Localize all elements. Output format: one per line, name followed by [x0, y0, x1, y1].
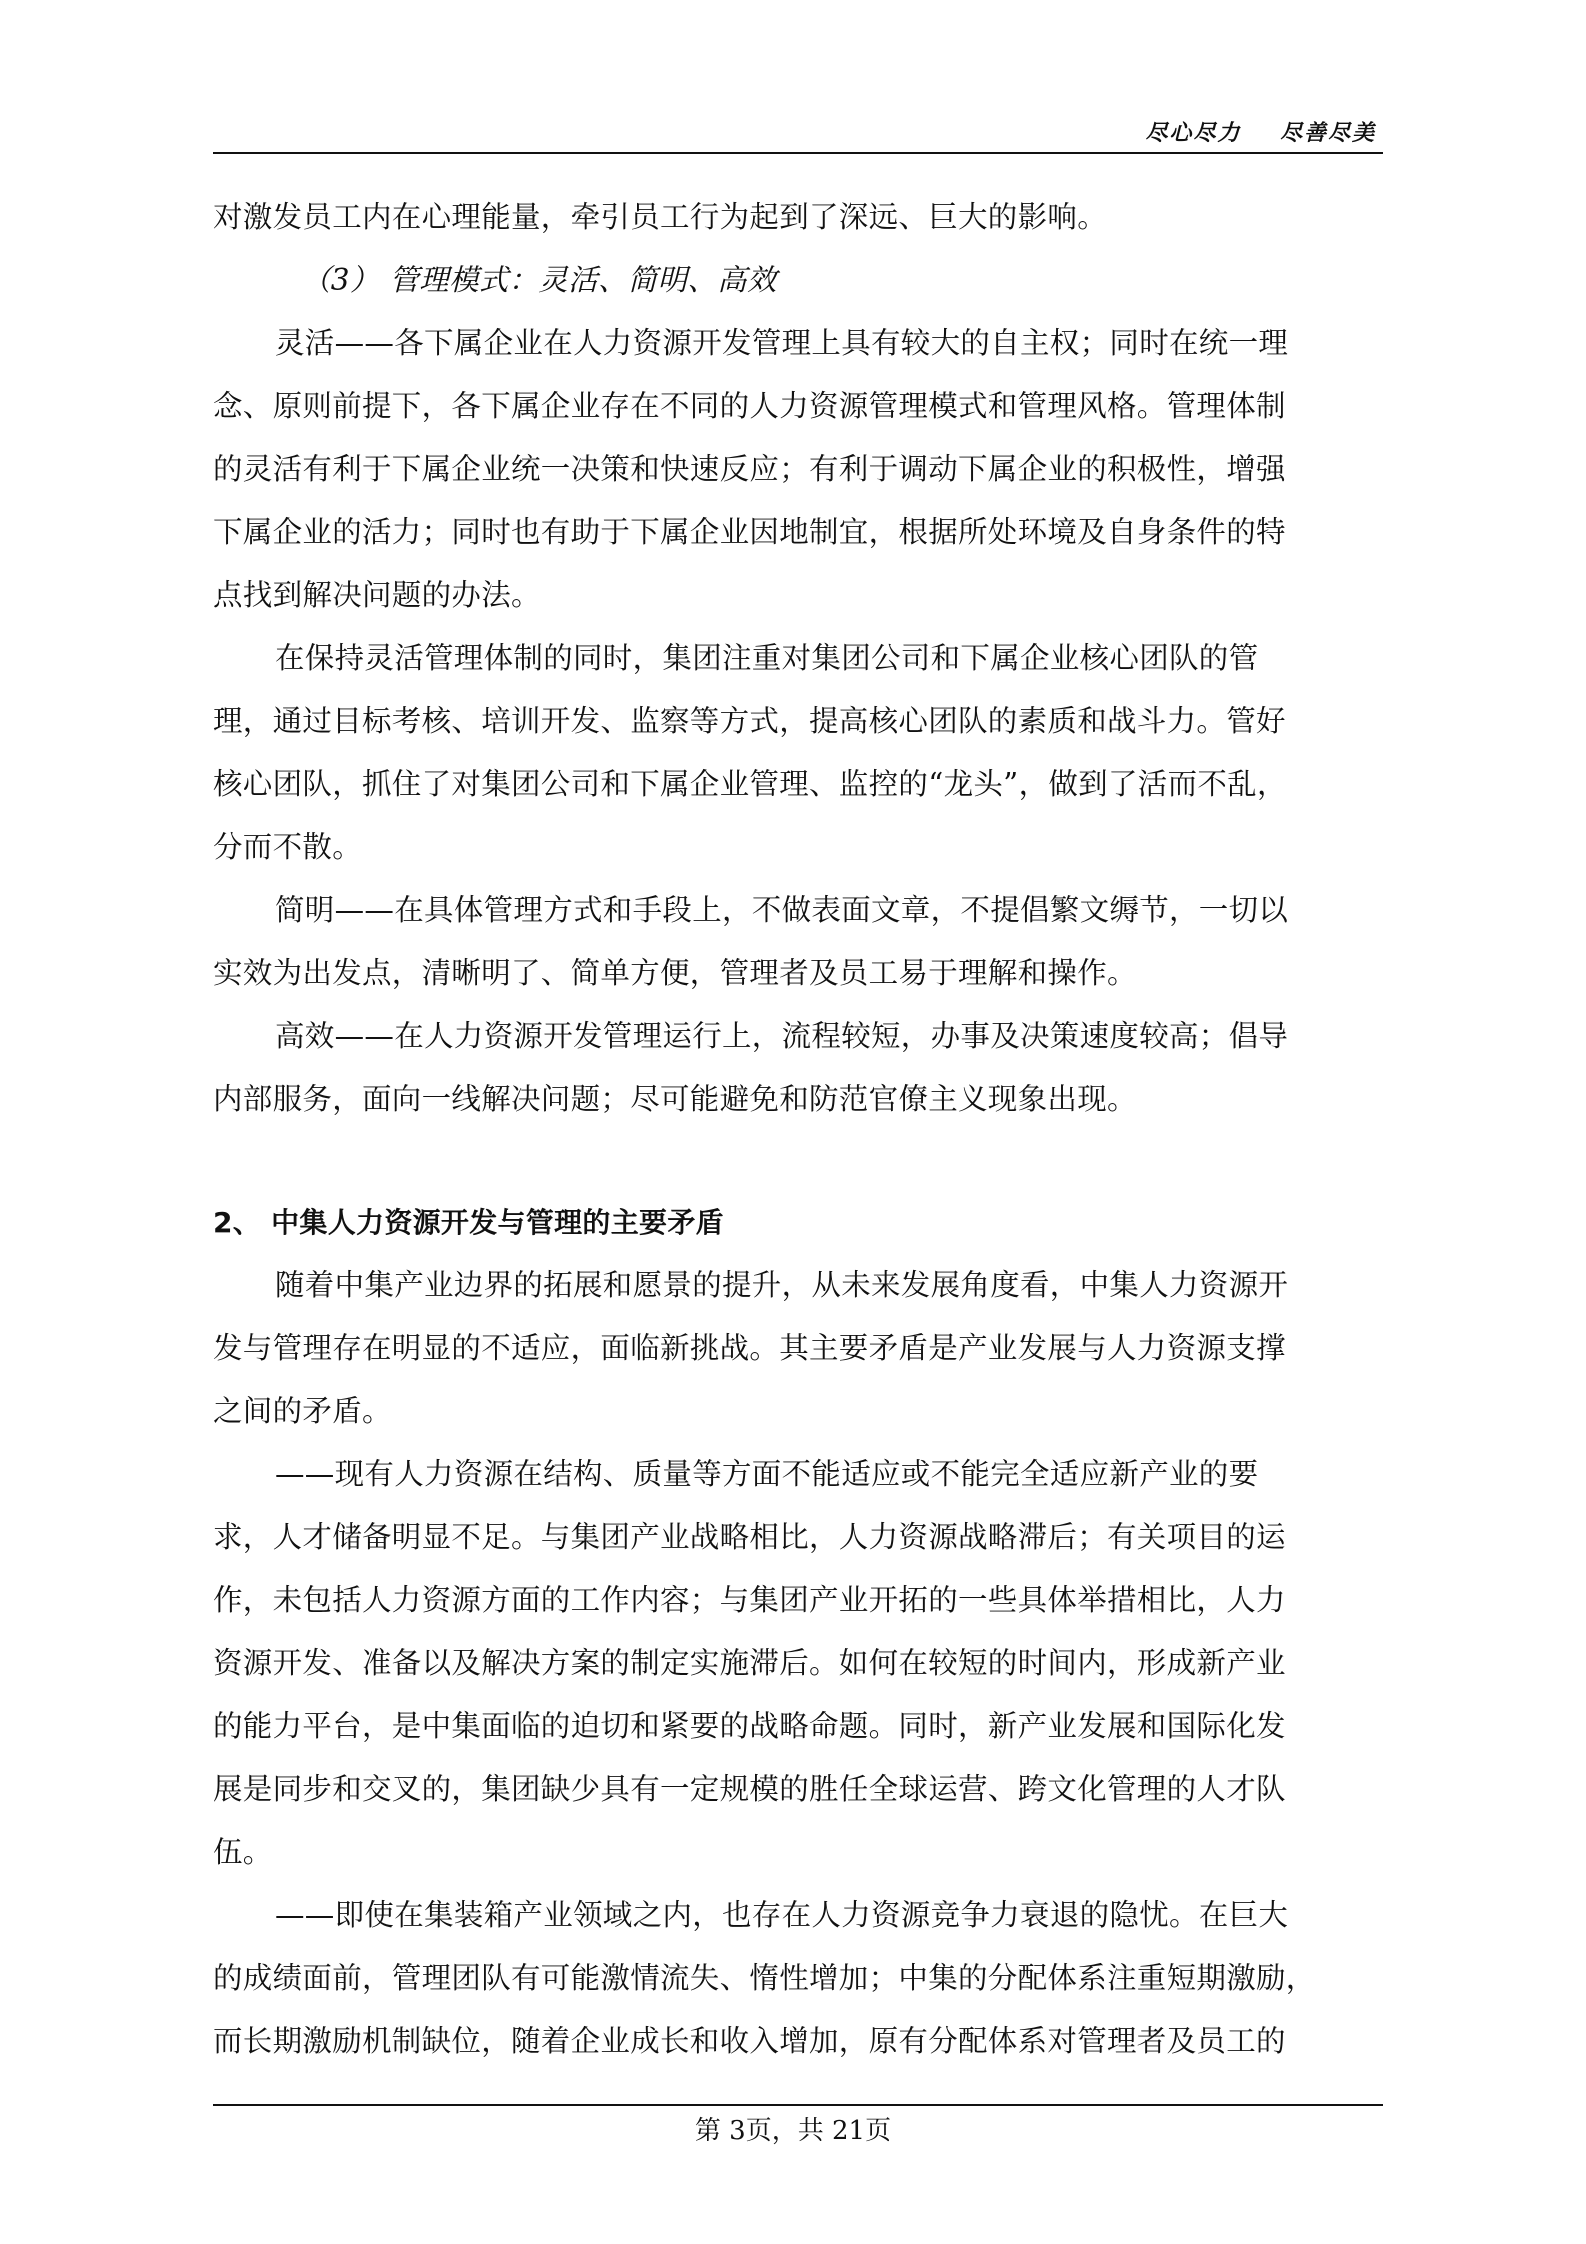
section-heading: 2、 中集人力资源开发与管理的主要矛盾 [213, 1206, 724, 1239]
paragraph-line: 资源开发、准备以及解决方案的制定实施滞后。如何在较短的时间内，形成新产业 [213, 1646, 1286, 1680]
paragraph-line: ——现有人力资源在结构、质量等方面不能适应或不能完全适应新产业的要 [275, 1457, 1259, 1491]
paragraph-line: 在保持灵活管理体制的同时，集团注重对集团公司和下属企业核心团队的管 [275, 641, 1259, 675]
paragraph-line: 高效——在人力资源开发管理运行上，流程较短，办事及决策速度较高；倡导 [275, 1019, 1289, 1053]
paragraph-line: 分而不散。 [213, 830, 363, 864]
paragraph-line: 实效为出发点，清晰明了、简单方便，管理者及员工易于理解和操作。 [213, 956, 1137, 990]
paragraph-line: 对激发员工内在心理能量，牵引员工行为起到了深远、巨大的影响。 [213, 200, 1108, 234]
header-rule [213, 152, 1383, 154]
subsection-heading: （3） 管理模式：灵活、简明、高效 [301, 263, 777, 297]
paragraph-line: 点找到解决问题的办法。 [213, 578, 541, 612]
paragraph-line: 而长期激励机制缺位，随着企业成长和收入增加，原有分配体系对管理者及员工的 [213, 2024, 1286, 2058]
paragraph-line: 伍。 [213, 1835, 273, 1869]
header-motto: 尽心尽力 尽善尽美 [1145, 120, 1376, 146]
paragraph-line: 核心团队，抓住了对集团公司和下属企业管理、监控的“龙头”，做到了活而不乱， [213, 767, 1287, 801]
body-text [213, 186, 1383, 2073]
paragraph-line: 灵活——各下属企业在人力资源开发管理上具有较大的自主权；同时在统一理 [275, 326, 1289, 360]
paragraph-line: 求，人才储备明显不足。与集团产业战略相比，人力资源战略滞后；有关项目的运 [213, 1520, 1286, 1554]
paragraph-line: 理，通过目标考核、培训开发、监察等方式，提高核心团队的素质和战斗力。管好 [213, 704, 1286, 738]
page-number: 第 3页，共 21页 [694, 2116, 892, 2146]
section-gap [213, 1131, 1383, 1191]
paragraph-line: 展是同步和交叉的，集团缺少具有一定规模的胜任全球运营、跨文化管理的人才队 [213, 1772, 1286, 1806]
paragraph-line: 之间的矛盾。 [213, 1394, 392, 1428]
paragraph-line: 内部服务，面向一线解决问题；尽可能避免和防范官僚主义现象出现。 [213, 1082, 1137, 1116]
paragraph-line: 的成绩面前，管理团队有可能激情流失、惰性增加；中集的分配体系注重短期激励， [213, 1961, 1316, 1995]
paragraph-line: 的灵活有利于下属企业统一决策和快速反应；有利于调动下属企业的积极性，增强 [213, 452, 1286, 486]
paragraph-line: 发与管理存在明显的不适应，面临新挑战。其主要矛盾是产业发展与人力资源支撑 [213, 1331, 1286, 1365]
paragraph-line: 随着中集产业边界的拓展和愿景的提升，从未来发展角度看，中集人力资源开 [275, 1268, 1289, 1302]
paragraph-line: 下属企业的活力；同时也有助于下属企业因地制宜，根据所处环境及自身条件的特 [213, 515, 1286, 549]
paragraph-line: 作，未包括人力资源方面的工作内容；与集团产业开拓的一些具体举措相比，人力 [213, 1583, 1286, 1617]
paragraph-line: 的能力平台，是中集面临的迫切和紧要的战略命题。同时，新产业发展和国际化发 [213, 1709, 1286, 1743]
paragraph-line: ——即使在集装箱产业领域之内，也存在人力资源竞争力衰退的隐忧。在巨大 [275, 1898, 1289, 1932]
footer-rule [213, 2104, 1383, 2106]
paragraph-line: 简明——在具体管理方式和手段上，不做表面文章，不提倡繁文缛节，一切以 [275, 893, 1289, 927]
paragraph-line: 念、原则前提下，各下属企业存在不同的人力资源管理模式和管理风格。管理体制 [213, 389, 1286, 423]
